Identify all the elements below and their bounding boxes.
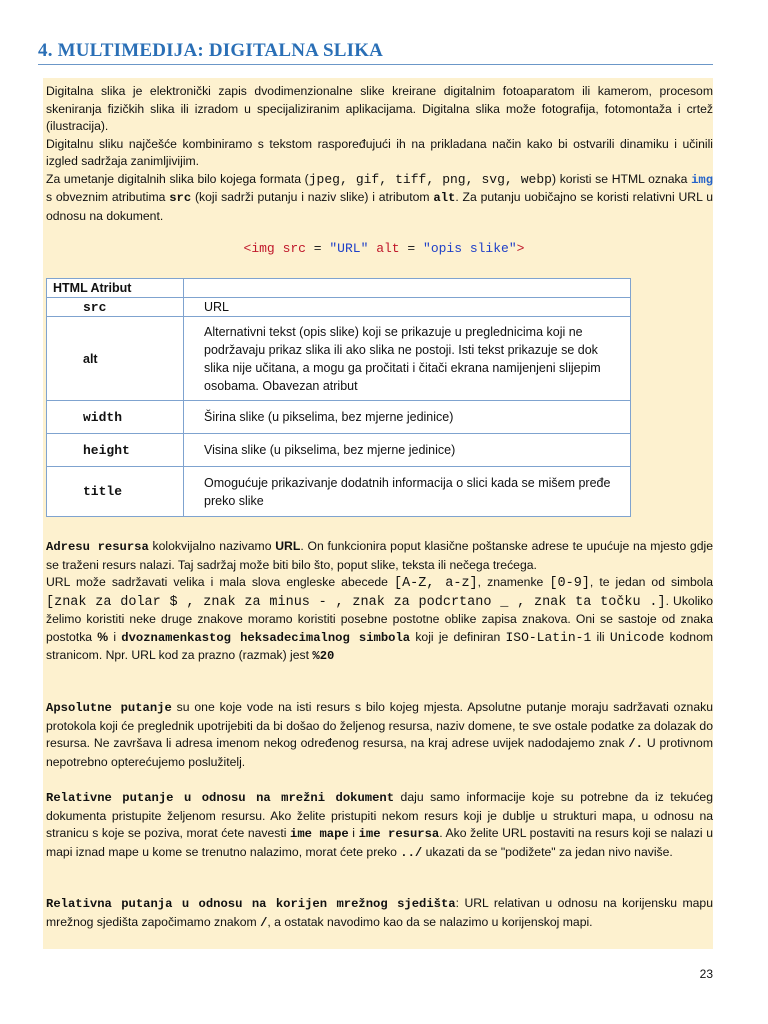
table-header-cell: HTML Atribut xyxy=(47,279,184,298)
body-text: daju samo informacije koje su potrebne da iz tekućeg dokumenta pristupite željenom resursu. Ako želite pristupiti nekom resurs koji je dublje u strukturi mapa, u odnosu na stranicu s koje se poziva, morat ćete navesti xyxy=(46,790,713,840)
letter-range: [A-Z, a-z] xyxy=(393,576,478,591)
table-header-empty-cell xyxy=(184,279,631,298)
body-text: i xyxy=(108,629,122,644)
body-text: ili xyxy=(591,629,610,644)
url-paragraph-2 xyxy=(46,574,713,666)
format-list: jpeg, gif, tiff, png, svg, webp xyxy=(308,171,552,187)
intro-text: Za umetanje digitalnih slika bilo kojega formata ( xyxy=(46,171,309,186)
url-term: URL xyxy=(275,539,301,553)
slash-symbol: /. xyxy=(628,737,643,751)
body-text: , znamenke xyxy=(477,575,550,589)
img-tag-keyword: img xyxy=(691,172,714,187)
body-text: su one koje vode na isti resurs s bilo kojeg mjesta. Apsolutne putanje moraju sadržavati oznaku protokola koji će preglednik upotrijebiti da bi došao do željenog resursa, naziv domene, te sve ostale podatke za dolazak do resursa. Ne završava li adresa imenom nekog određenog resursa, na kraj adrese uvijek nadodajemo znak xyxy=(46,700,713,750)
table-row xyxy=(47,298,631,317)
attr-desc-cell: Visina slike (u pikselima, bez mjerne jedinice) xyxy=(184,434,631,467)
body-text: , a ostatak navodimo kao da se nalazimo u korijenskoj mapi. xyxy=(267,914,593,929)
attr-name: width xyxy=(83,409,123,425)
code-equals: = xyxy=(305,241,330,256)
code-tag-close: > xyxy=(516,241,525,256)
relative-doc-section xyxy=(46,789,713,862)
attributes-table xyxy=(46,278,631,517)
table-row xyxy=(47,467,631,517)
intro-text: (koji sadrži putanju i naziv slike) i atributom xyxy=(191,190,434,204)
attr-name: title xyxy=(83,484,123,499)
body-text: U protivnom nepotrebno opterećujemo poslužitelj. xyxy=(46,736,713,769)
attr-name-cell xyxy=(47,467,184,517)
attr-name-cell xyxy=(47,317,184,401)
body-text: koji je definiran xyxy=(410,629,506,644)
term-apsolutne-putanje: Apsolutne putanje xyxy=(46,701,172,715)
intro-paragraph-2: Digitalnu sliku najčešće kombiniramo s tekstom raspoređujući ih na prikladana način kako bi ostvarili dinamiku i učinili izgled sadržaja zanimljivijim. xyxy=(46,136,713,168)
body-text: . Ako želite URL postaviti na resurs koji se nalazi u mapi iznad mape u kome se trenutno nalazimo, morat ćete preko xyxy=(46,826,713,859)
body-text: URL može sadržavati velika i mala slova engleske abecede xyxy=(46,575,394,589)
attr-name: height xyxy=(83,442,130,458)
absolute-paths-section xyxy=(46,699,713,771)
code-src-value: "URL" xyxy=(329,241,369,256)
body-text: i xyxy=(348,826,359,840)
symbol-list: [znak za dolar $ , znak za minus - , znak za podcrtano _ , znak ta točku .] xyxy=(46,594,666,610)
percent-sign: % xyxy=(97,629,109,644)
code-example xyxy=(0,241,768,256)
intro-text: . Za putanju uobičajno se koristi relativni URL u odnosu na dokument. xyxy=(46,190,713,223)
body-text: kolokvijalno nazivamo xyxy=(148,539,276,553)
intro-paragraph-3 xyxy=(46,171,713,226)
intro-block xyxy=(46,83,713,225)
attr-desc-cell: Alternativni tekst (opis slike) koji se prikazuje u preglednicima koji ne podržavaju prikaz slika ili ako slika ne postoji. Isti tekst prikazuje se dok slika nije učitana, a mogu ga pročitati i čitači ekrana namijenjeni slijepim osobama. Obavezan atribut xyxy=(184,317,631,401)
attr-name: alt xyxy=(83,351,98,366)
attr-name-cell xyxy=(47,434,184,467)
attr-name-cell xyxy=(47,401,184,434)
body-text: . On funkcionira poput klasične poštanske adrese te upućuje na mjesto gdje se traženi resurs nalazi. Taj sadržaj može biti bilo što, poput slike, teksta ili nečega trećega. xyxy=(46,539,714,572)
page-number: 23 xyxy=(699,967,713,981)
ime-resursa-term: ime resursa xyxy=(358,827,440,841)
code-src-attr: src xyxy=(282,241,306,256)
code-alt-attr: alt xyxy=(376,241,400,256)
heading-underline xyxy=(38,64,713,65)
intro-paragraph-1: Digitalna slika je elektronički zapis dvodimenzionalne slike kreirane digitalnim fotoaparatom ili kamerom, procesom skeniranja fizičkih slika ili izradom u specijaliziranim aplikacijama. Digitalna slika može fotografija, fotomontaža i crtež (ilustracija). xyxy=(46,84,713,133)
intro-text: s obveznim atributima xyxy=(46,190,170,204)
table-row xyxy=(47,317,631,401)
unicode-term: Unicode xyxy=(609,629,665,645)
table-row xyxy=(47,401,631,434)
body-text: . Ukoliko želimo koristiti neke druge znakove moramo koristiti posebne postotne oblike zapisa znakova. Oni se sastoje od znaka postotka xyxy=(46,593,713,644)
body-text: : URL relativan u odnosu na korijensku mapu mrežnog sjedišta započimamo znakom xyxy=(46,896,713,929)
attr-desc-cell: URL xyxy=(184,298,631,317)
code-equals: = xyxy=(399,241,424,256)
attr-name: src xyxy=(83,299,107,315)
digit-range: [0-9] xyxy=(549,576,590,591)
attr-desc-cell: Širina slike (u pikselima, bez mjerne jedinice) xyxy=(184,401,631,434)
url-paragraph-1 xyxy=(46,538,713,574)
ime-mape-term: ime mape xyxy=(290,827,349,841)
root-slash-symbol: / xyxy=(260,915,268,930)
hex-term: dvoznamenkastog heksadecimalnog simbola xyxy=(121,630,411,645)
code-alt-value: "opis slike" xyxy=(423,241,517,256)
term-relativna-putanja-korijen: Relativna putanja u odnosu na korijen mrežnog sjedišta xyxy=(46,897,456,911)
body-text: ukazati da se "podižete" za jedan nivo naviše. xyxy=(422,844,673,859)
absolute-paragraph xyxy=(46,699,713,771)
relative-root-section xyxy=(46,895,713,932)
table-row xyxy=(47,434,631,467)
term-relativne-putanje: Relativne putanje u odnosu na mrežni dokument xyxy=(46,791,395,805)
intro-text: ) koristi se HTML oznaka xyxy=(551,171,692,186)
percent-20: %20 xyxy=(312,649,335,663)
code-tag-open: <img xyxy=(243,241,275,256)
table-header-row xyxy=(47,279,631,298)
alt-keyword: alt xyxy=(433,191,456,205)
section-heading: 4. MULTIMEDIJA: DIGITALNA SLIKA xyxy=(38,40,384,61)
relative-root-paragraph xyxy=(46,895,713,932)
src-keyword: src xyxy=(169,191,192,205)
attr-desc-cell: Omogućuje prikazivanje dodatnih informacija o slici kada se mišem pređe preko slike xyxy=(184,467,631,517)
term-adresa-resursa: Adresu resursa xyxy=(46,540,149,554)
body-text: kodnom stranicom. Npr. URL kod za prazno (razmak) jest xyxy=(46,629,713,662)
url-section xyxy=(46,538,713,666)
relative-doc-paragraph xyxy=(46,789,713,862)
latin-term: ISO-Latin-1 xyxy=(505,629,592,645)
parent-dir-symbol: ../ xyxy=(400,845,423,860)
attr-name-cell xyxy=(47,298,184,317)
body-text: , te jedan od simbola xyxy=(589,575,714,589)
